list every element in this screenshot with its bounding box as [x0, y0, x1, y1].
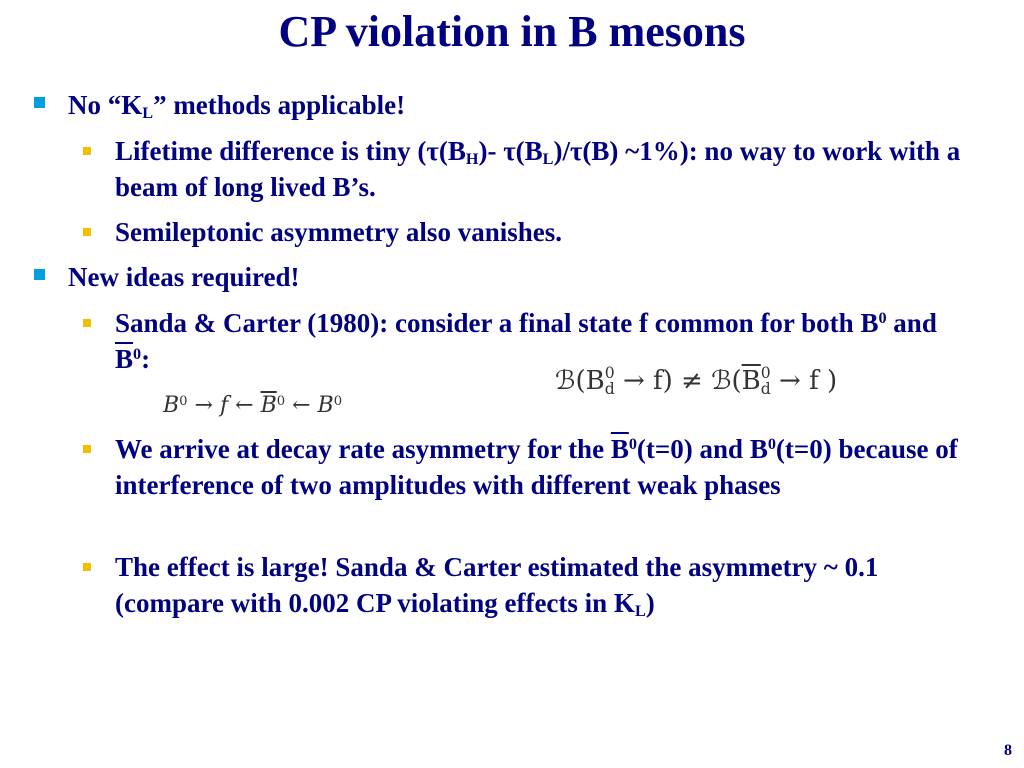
slide-title: CP violation in B mesons: [278, 7, 746, 56]
bullet-marker: [83, 445, 91, 453]
branching-ratio-inequality: ℬ(B 0 d → $f) \ne ℬ(\overline{B}$ 0 d → f ): [555, 364, 838, 398]
bullet-marker: [83, 319, 91, 327]
bullet-new-ideas: New ideas required!: [68, 259, 300, 295]
bullet-no-kl-methods: No “$K_L$” methods applicable!: [68, 87, 405, 123]
bullet-marker: [34, 269, 45, 280]
decay-chain-formula: $B^0 \to f$ ← $\overline{B}^0$ ← $B^0$: [163, 393, 343, 418]
bullet-lifetime-difference: Lifetime difference is tiny ($\tau(B_H)-$ $\tau(B_L)/\tau(B)$ ~1%): no way to work with a beam of long lived B’s.: [115, 133, 975, 205]
bullet-effect-is-large: The effect is large! Sanda & Carter estimated the asymmetry ~ 0.1 (compare with 0.002 CP violating effects in $K_L$): [115, 549, 975, 621]
bullet-marker: [34, 97, 45, 108]
bullet-decay-rate-asymmetry: We arrive at decay rate asymmetry for the $\overline{B}^0(t=0)$ and $B^0(t=0)$ because of interference of two amplitudes with different weak phases: [115, 431, 975, 503]
bullet-marker: [83, 228, 91, 236]
bullet-marker: [83, 563, 91, 571]
bullet-sanda-carter: Sanda & Carter (1980): consider a final state f common for both $B^0$ and $\overline{B}^0$:: [115, 305, 975, 377]
page-number: 8: [1004, 742, 1012, 759]
bullet-marker: [83, 147, 91, 155]
bullet-semileptonic-asymmetry: Semileptonic asymmetry also vanishes.: [115, 214, 975, 250]
